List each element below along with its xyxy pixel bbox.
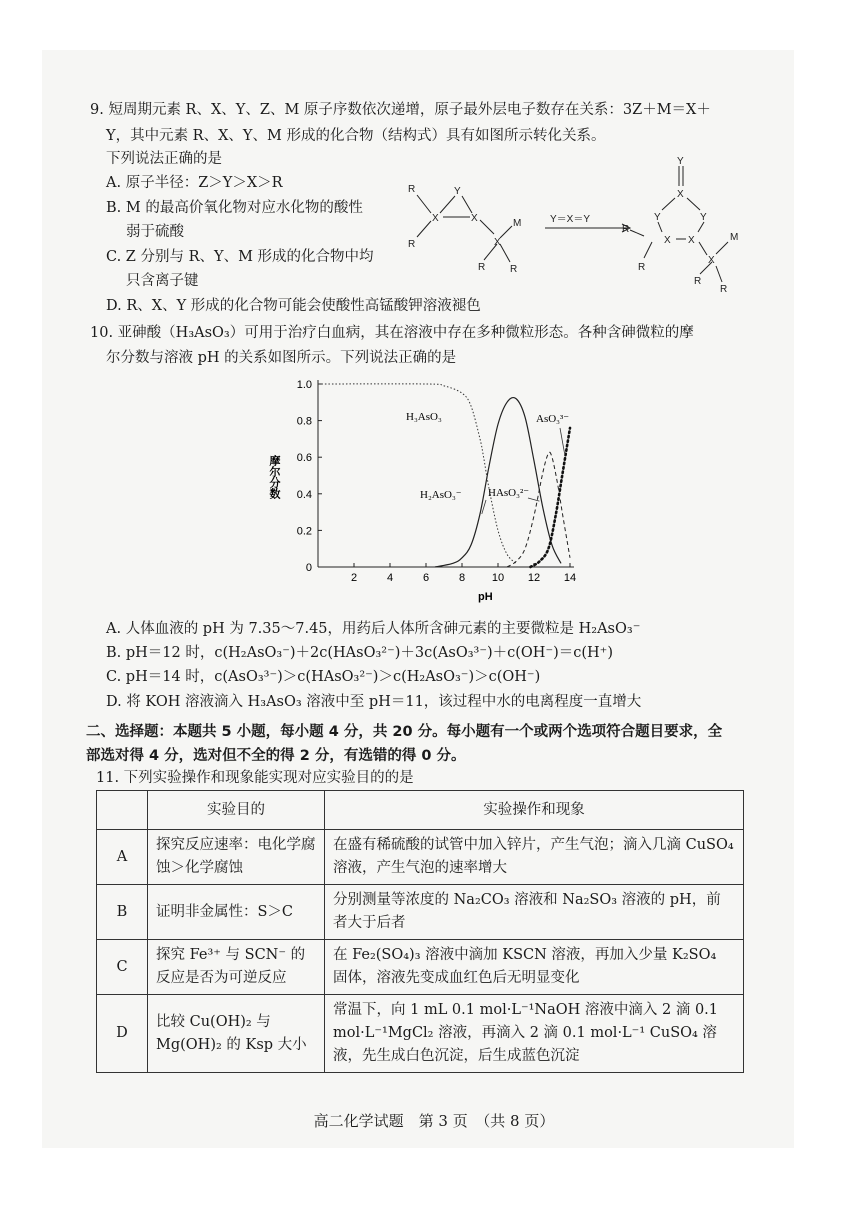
atom-x: X xyxy=(677,189,684,200)
y-tick-label: 1.0 xyxy=(296,379,312,391)
series-label-h3aso3: H₃AsO₃ xyxy=(406,411,442,423)
operation-cell: 分别测量等浓度的 Na₂CO₃ 溶液和 Na₂SO₃ 溶液的 pH，前者大于后者 xyxy=(325,885,744,940)
x-tick-label: 2 xyxy=(350,572,358,584)
q10-option-d: D. 将 KOH 溶液滴入 H₃AsO₃ 溶液中至 pH＝11，该过程中水的电离程度一直增大 xyxy=(106,694,642,710)
x-axis-label: pH xyxy=(478,591,493,603)
mole-fraction-chart xyxy=(260,370,590,610)
atom-x: X xyxy=(708,255,715,266)
table-header-cell: 实验目的 xyxy=(148,791,325,830)
chart-axes xyxy=(318,380,574,567)
purpose-cell: 比较 Cu(OH)₂ 与 Mg(OH)₂ 的 Ksp 大小 xyxy=(148,995,325,1073)
table-row xyxy=(97,885,744,940)
atom-r: R xyxy=(478,262,486,273)
q10-option-b: B. pH＝12 时，c(H₂AsO₃⁻)＋2c(HAsO₃²⁻)＋3c(AsO₃³⁻)＋c(OH⁻)＝c(H⁺) xyxy=(106,645,613,661)
q10-option-c: C. pH＝14 时，c(AsO₃³⁻)＞c(HAsO₃²⁻)＞c(H₂AsO₃⁻)＞c(OH⁻) xyxy=(106,669,541,685)
series-line-2 xyxy=(507,452,570,567)
q9-option-a: A. 原子半径：Z＞Y＞X＞R xyxy=(106,175,283,191)
page-footer: 高二化学试题 第 3 页 （共 8 页） xyxy=(313,1112,555,1130)
y-tick-label: 0.8 xyxy=(296,415,312,428)
q9-structure-diagram xyxy=(400,150,760,300)
purpose-cell: 证明非金属性：S＞C xyxy=(148,885,325,940)
x-tick-label: 8 xyxy=(458,572,466,584)
x-tick-label: 6 xyxy=(422,572,430,584)
atom-y: Y xyxy=(454,186,461,197)
x-tick-label: 12 xyxy=(527,572,541,584)
atom-x: X xyxy=(494,237,501,248)
y-tick-label: 0.4 xyxy=(296,488,312,501)
q9-option-c-line1: C. Z 分别与 R、Y、M 形成的化合物中均 xyxy=(106,249,374,265)
row-label: B xyxy=(97,885,148,940)
atom-m: M xyxy=(730,232,739,243)
row-label: D xyxy=(97,995,148,1073)
atom-x: X xyxy=(471,213,478,224)
q11-stem: 11. 下列实验操作和现象能实现对应实验目的的是 xyxy=(96,770,414,786)
operation-cell: 在 Fe₂(SO₄)₃ 溶液中滴加 KSCN 溶液，再加入少量 K₂SO₄ 固体，溶液先变成血红色后无明显变化 xyxy=(325,940,744,995)
atom-y: Y xyxy=(700,212,707,223)
q9-line1: 9. 短周期元素 R、X、Y、Z、M 原子序数依次递增，原子最外层电子数存在关系：3Z＋M＝X＋ xyxy=(90,102,711,118)
operation-cell: 常温下，向 1 mL 0.1 mol·L⁻¹NaOH 溶液中滴入 2 滴 0.1 mol·L⁻¹MgCl₂ 溶液，再滴入 2 滴 0.1 mol·L⁻¹ CuSO₄ 溶液，先生成白色沉淀，后生成蓝色沉淀 xyxy=(325,995,744,1073)
atom-r: R xyxy=(720,284,728,295)
series-label-h2aso3: H₂AsO₃⁻ xyxy=(420,489,462,501)
atom-r: R xyxy=(408,184,416,195)
table-header-row xyxy=(97,791,744,830)
q9-option-c-line2: 只含离子键 xyxy=(126,273,199,289)
x-tick-label: 4 xyxy=(386,572,394,584)
atom-r: R xyxy=(408,239,416,250)
purpose-cell: 探究 Fe³⁺ 与 SCN⁻ 的反应是否为可逆反应 xyxy=(148,940,325,995)
table-header-cell: 实验操作和现象 xyxy=(325,791,744,830)
atom-r: R xyxy=(694,276,702,287)
atom-x: X xyxy=(664,235,671,246)
x-tick-label: 14 xyxy=(563,572,577,584)
atom-x: X xyxy=(688,235,695,246)
section2-line1: 二、选择题：本题共 5 小题，每小题 4 分，共 20 分。每小题有一个或两个选项符合题目要求，全 xyxy=(86,724,723,740)
label-leader-line xyxy=(560,428,565,454)
atom-y: Y xyxy=(677,156,684,167)
atom-r: R xyxy=(510,264,518,275)
atom-y: Y xyxy=(654,212,661,223)
q9-stem: 下列说法正确的是 xyxy=(106,151,222,167)
reagent-label: Y＝X＝Y xyxy=(550,214,591,225)
section2-line2: 部选对得 4 分，选对但不全的得 2 分，有选错的得 0 分。 xyxy=(86,748,466,764)
q9-option-d: D. R、X、Y 形成的化合物可能会使酸性高锰酸钾溶液褪色 xyxy=(106,298,481,314)
q10-line2: 尔分数与溶液 pH 的关系如图所示。下列说法正确的是 xyxy=(106,350,457,366)
y-tick-label: 0.6 xyxy=(296,452,312,465)
row-label: A xyxy=(97,830,148,885)
q11-table xyxy=(96,790,744,1073)
atom-r: R xyxy=(638,262,646,273)
q10-line1: 10. 亚砷酸（H₃AsO₃）可用于治疗白血病，其在溶液中存在多种微粒形态。各种含砷微粒的摩 xyxy=(90,325,694,341)
q10-option-a: A. 人体血液的 pH 为 7.35～7.45，用药后人体所含砷元素的主要微粒是 H₂AsO₃⁻ xyxy=(106,621,641,637)
y-tick-label: 0 xyxy=(305,562,312,574)
atom-x: X xyxy=(432,213,439,224)
x-tick-label: 10 xyxy=(491,572,505,584)
purpose-cell: 探究反应速率：电化学腐蚀＞化学腐蚀 xyxy=(148,830,325,885)
series-label-aso3: AsO₃³⁻ xyxy=(536,413,570,425)
y-axis-label: 摩尔分数 xyxy=(268,455,280,499)
table-row xyxy=(97,940,744,995)
atom-m: M xyxy=(513,218,522,229)
q9-line2: Y，其中元素 R、X、Y、M 形成的化合物（结构式）具有如图所示转化关系。 xyxy=(106,128,606,144)
q9-option-b-line1: B. M 的最高价氧化物对应水化物的酸性 xyxy=(106,200,363,216)
atom-r: R xyxy=(622,224,630,235)
operation-cell: 在盛有稀硫酸的试管中加入锌片，产生气泡；滴入几滴 CuSO₄ 溶液，产生气泡的速率增大 xyxy=(325,830,744,885)
table-header-cell xyxy=(97,791,148,830)
row-label: C xyxy=(97,940,148,995)
q9-option-b-line2: 弱于硫酸 xyxy=(126,224,184,240)
y-tick-label: 0.2 xyxy=(296,525,312,538)
table-row xyxy=(97,830,744,885)
table-row xyxy=(97,995,744,1073)
series-label-haso3: HAsO₃²⁻ xyxy=(488,487,530,499)
